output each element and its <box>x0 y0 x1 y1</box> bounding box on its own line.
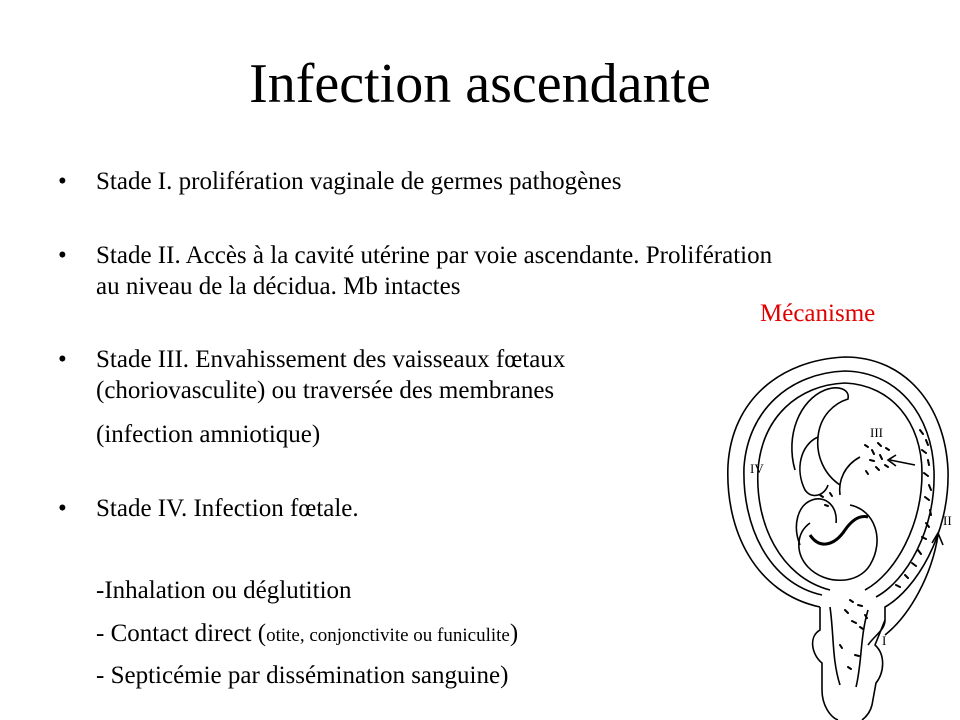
sub-item-prefix: - <box>96 577 105 604</box>
sub-item-text: Inhalation ou déglutition <box>104 577 352 604</box>
stage-item-2 <box>58 240 796 302</box>
stage-item-3 <box>58 344 706 406</box>
umbilical-cord <box>810 517 868 544</box>
sub-item-septicemie <box>96 660 508 691</box>
cervix <box>813 607 885 720</box>
stage-continuation-text: (infection amniotique) <box>96 421 321 448</box>
sub-item-note: otite, conjonctivite ou funiculite <box>266 625 510 646</box>
figure-label-iv: IV <box>750 461 764 476</box>
stage-label: Stade III <box>96 346 183 373</box>
figure-label-i: I <box>882 633 887 648</box>
germ-cluster-stage-iii <box>865 443 889 474</box>
figure-label-iii: III <box>870 425 883 440</box>
sub-item-prefix: - <box>96 620 111 647</box>
stage-label: Stade II <box>96 242 175 269</box>
fetus-limbs <box>792 388 848 496</box>
bullet-dot: • <box>58 168 67 195</box>
sub-item-prefix: - <box>96 662 111 689</box>
stage-text: . Infection fœtale. <box>180 495 359 522</box>
figure-caption: Mécanisme <box>760 300 876 327</box>
stage-label: Stade IV <box>96 495 181 522</box>
uterus-illustration <box>700 345 960 720</box>
uterus-outer-wall <box>728 357 948 645</box>
stage-text: . prolifération vaginale de germes pathogènes <box>166 168 622 195</box>
figure-label-ii: II <box>943 513 952 528</box>
sub-item-suffix: ) <box>509 620 519 647</box>
sub-item-contact <box>96 618 518 651</box>
sub-item-text: Septicémie par dissémination sanguine) <box>110 662 509 689</box>
fetus-head <box>796 499 836 545</box>
invasion-arrow-2 <box>840 457 860 495</box>
slide-title: Infection ascendante <box>249 53 711 115</box>
stage-label: Stade I <box>96 168 167 195</box>
germ-cluster-wall <box>896 430 931 587</box>
stage-text: . Envahissement des vaisseaux fœtaux (choriovasculite) ou traversée des membranes <box>96 346 566 404</box>
bullet-dot: • <box>58 242 67 269</box>
bullet-dot: • <box>58 495 67 522</box>
bullet-dot: • <box>58 346 67 373</box>
sub-item-inhalation <box>96 575 352 606</box>
cervical-canal <box>830 607 868 687</box>
stage-text: . Accès à la cavité utérine par voie ascendante. Prolifération au niveau de la décidua. Mb intactes <box>96 242 773 300</box>
stage-item-1 <box>58 166 838 197</box>
sub-item-text: Contact direct ( <box>110 620 267 647</box>
